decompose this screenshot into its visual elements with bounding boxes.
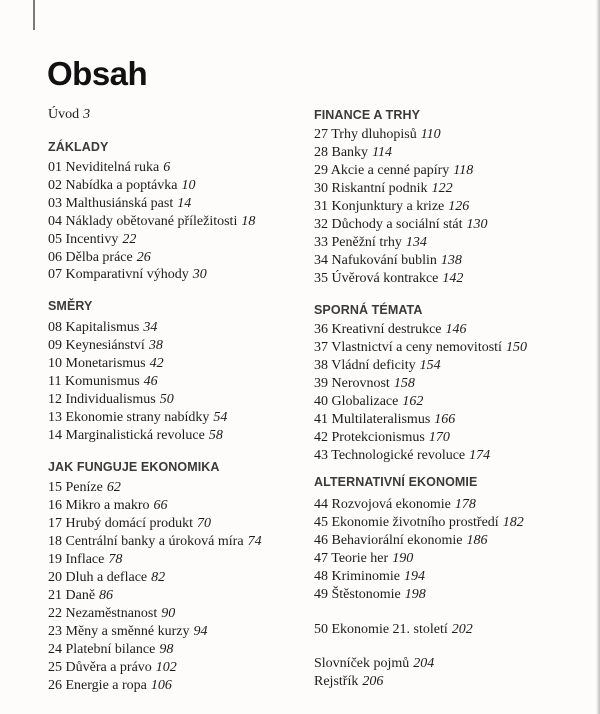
toc-entry bbox=[48, 552, 122, 568]
toc-entry bbox=[48, 338, 163, 354]
entry-page-number: 114 bbox=[372, 145, 393, 160]
entry-page-number: 66 bbox=[153, 498, 168, 513]
entry-title: 19 Inflace bbox=[48, 552, 105, 567]
entry-title: 02 Nabídka a poptávka bbox=[48, 178, 178, 193]
toc-entry bbox=[314, 587, 426, 603]
page-title: Obsah bbox=[47, 55, 148, 92]
toc-entry bbox=[48, 534, 262, 550]
entry-title: Úvod bbox=[48, 107, 80, 122]
entry-title: 11 Komunismus bbox=[48, 374, 140, 389]
toc-entry bbox=[314, 145, 392, 161]
toc-entry bbox=[314, 358, 441, 374]
entry-page-number: 70 bbox=[197, 516, 212, 531]
entry-title: 37 Vlastnictví a ceny nemovitostí bbox=[314, 340, 502, 355]
entry-title: 09 Keynesiánství bbox=[48, 338, 145, 353]
toc-entry bbox=[48, 588, 113, 604]
entry-title: 30 Riskantní podnik bbox=[314, 181, 428, 196]
toc-entry bbox=[314, 340, 527, 356]
entry-title: 05 Incentivy bbox=[48, 232, 119, 247]
toc-entry bbox=[48, 374, 158, 390]
entry-page-number: 42 bbox=[149, 356, 164, 371]
entry-page-number: 78 bbox=[108, 552, 123, 567]
entry-page-number: 190 bbox=[392, 551, 414, 566]
entry-title: 45 Ekonomie životního prostředí bbox=[314, 515, 499, 530]
toc-entry bbox=[48, 606, 175, 622]
entry-title: 03 Malthusiánská past bbox=[48, 196, 174, 211]
entry-page-number: 18 bbox=[241, 214, 256, 229]
entry-title: 35 Úvěrová kontrakce bbox=[314, 271, 439, 286]
toc-entry bbox=[314, 430, 450, 446]
toc-entry bbox=[314, 448, 490, 464]
entry-page-number: 54 bbox=[213, 410, 228, 425]
entry-title: 46 Behaviorální ekonomie bbox=[314, 533, 463, 548]
toc-entry bbox=[314, 199, 469, 215]
entry-page-number: 134 bbox=[405, 235, 427, 250]
toc-entry bbox=[314, 412, 455, 428]
entry-title: 21 Daně bbox=[48, 588, 96, 603]
section-heading: SPORNÁ TÉMATA bbox=[314, 303, 423, 317]
entry-page-number: 98 bbox=[159, 642, 174, 657]
entry-title: 47 Teorie her bbox=[314, 551, 389, 566]
entry-title: 04 Náklady obětované příležitosti bbox=[48, 214, 238, 229]
entry-title: 17 Hrubý domácí produkt bbox=[48, 516, 194, 531]
toc-entry bbox=[314, 394, 423, 410]
entry-title: 10 Monetarismus bbox=[48, 356, 146, 371]
toc-entry bbox=[48, 392, 174, 408]
toc-entry bbox=[48, 428, 223, 444]
toc-entry bbox=[314, 235, 427, 251]
toc-entry bbox=[48, 356, 164, 372]
entry-title: 50 Ekonomie 21. století bbox=[314, 622, 448, 637]
toc-entry bbox=[48, 516, 211, 532]
entry-title: 25 Důvěra a právo bbox=[48, 660, 152, 675]
toc-entry bbox=[48, 410, 227, 426]
toc-entry bbox=[314, 253, 462, 269]
toc-entry bbox=[48, 232, 136, 248]
entry-page-number: 86 bbox=[99, 588, 114, 603]
entry-title: 14 Marginalistická revoluce bbox=[48, 428, 205, 443]
entry-page-number: 62 bbox=[106, 480, 121, 495]
section-heading: FINANCE A TRHY bbox=[314, 108, 421, 122]
entry-page-number: 130 bbox=[466, 217, 488, 232]
entry-page-number: 22 bbox=[122, 232, 137, 247]
entry-title: 28 Banky bbox=[314, 145, 369, 160]
entry-title: 48 Kriminomie bbox=[314, 569, 400, 584]
entry-title: 18 Centrální banky a úroková míra bbox=[48, 534, 244, 549]
section-heading: ALTERNATIVNÍ EKONOMIE bbox=[314, 475, 478, 489]
entry-page-number: 194 bbox=[403, 569, 425, 584]
entry-title: 15 Peníze bbox=[48, 480, 103, 495]
entry-page-number: 178 bbox=[454, 497, 476, 512]
entry-title: 01 Neviditelná ruka bbox=[48, 160, 160, 175]
entry-title: 26 Energie a ropa bbox=[48, 678, 147, 693]
entry-page-number: 74 bbox=[247, 534, 262, 549]
entry-title: 22 Nezaměstnanost bbox=[48, 606, 158, 621]
entry-title: 34 Nafukování bublin bbox=[314, 253, 437, 268]
scan-page-shadow bbox=[596, 0, 600, 714]
entry-title: 36 Kreativní destrukce bbox=[314, 322, 442, 337]
entry-page-number: 118 bbox=[453, 163, 474, 178]
toc-entry bbox=[314, 497, 476, 513]
toc-entry bbox=[48, 107, 90, 123]
toc-entry bbox=[48, 320, 157, 336]
toc-entry bbox=[48, 624, 208, 640]
entry-title: 13 Ekonomie strany nabídky bbox=[48, 410, 210, 425]
toc-entry bbox=[48, 498, 167, 514]
toc-entry bbox=[48, 196, 191, 212]
entry-title: Rejstřík bbox=[314, 674, 359, 689]
toc-entry bbox=[314, 622, 473, 638]
entry-title: 23 Měny a směnné kurzy bbox=[48, 624, 190, 639]
entry-page-number: 182 bbox=[502, 515, 524, 530]
section-heading: JAK FUNGUJE EKONOMIKA bbox=[48, 460, 220, 474]
entry-title: Slovníček pojmů bbox=[314, 656, 410, 671]
entry-page-number: 202 bbox=[451, 622, 473, 637]
entry-page-number: 204 bbox=[413, 656, 435, 671]
toc-entry bbox=[48, 642, 173, 658]
toc-entry bbox=[314, 163, 473, 179]
toc-entry bbox=[48, 660, 177, 676]
entry-page-number: 154 bbox=[419, 358, 441, 373]
entry-title: 24 Platební bilance bbox=[48, 642, 156, 657]
toc-entry bbox=[314, 569, 425, 585]
entry-title: 07 Komparativní výhody bbox=[48, 267, 189, 282]
entry-title: 08 Kapitalismus bbox=[48, 320, 140, 335]
toc-entry bbox=[48, 480, 121, 496]
scan-margin-line bbox=[33, 0, 35, 30]
entry-title: 16 Mikro a makro bbox=[48, 498, 150, 513]
toc-entry bbox=[314, 533, 488, 549]
entry-title: 29 Akcie a cenné papíry bbox=[314, 163, 450, 178]
entry-title: 32 Důchody a sociální stát bbox=[314, 217, 463, 232]
entry-page-number: 3 bbox=[83, 107, 91, 122]
entry-title: 40 Globalizace bbox=[314, 394, 399, 409]
entry-page-number: 142 bbox=[442, 271, 464, 286]
toc-entry bbox=[314, 376, 415, 392]
toc-entry bbox=[48, 178, 195, 194]
toc-entry bbox=[314, 127, 441, 143]
entry-title: 42 Protekcionismus bbox=[314, 430, 425, 445]
toc-entry bbox=[48, 570, 165, 586]
toc-entry bbox=[48, 678, 172, 694]
entry-page-number: 106 bbox=[150, 678, 172, 693]
entry-page-number: 186 bbox=[466, 533, 488, 548]
entry-page-number: 38 bbox=[148, 338, 163, 353]
entry-page-number: 102 bbox=[155, 660, 177, 675]
toc-entry bbox=[314, 551, 413, 567]
entry-page-number: 6 bbox=[163, 160, 171, 175]
entry-title: 06 Dělba práce bbox=[48, 250, 133, 265]
entry-page-number: 138 bbox=[440, 253, 462, 268]
toc-entry bbox=[48, 214, 255, 230]
toc-entry bbox=[48, 250, 151, 266]
toc-entry bbox=[314, 271, 463, 287]
toc-entry bbox=[314, 322, 467, 338]
entry-page-number: 90 bbox=[161, 606, 176, 621]
entry-page-number: 58 bbox=[208, 428, 223, 443]
entry-page-number: 174 bbox=[469, 448, 491, 463]
entry-page-number: 146 bbox=[445, 322, 467, 337]
toc-entry bbox=[314, 181, 453, 197]
toc-entry bbox=[48, 160, 170, 176]
entry-page-number: 158 bbox=[393, 376, 415, 391]
entry-page-number: 166 bbox=[434, 412, 456, 427]
entry-page-number: 94 bbox=[193, 624, 208, 639]
entry-page-number: 110 bbox=[420, 127, 441, 142]
entry-title: 31 Konjunktury a krize bbox=[314, 199, 445, 214]
entry-page-number: 126 bbox=[448, 199, 470, 214]
entry-page-number: 34 bbox=[143, 320, 158, 335]
entry-page-number: 82 bbox=[151, 570, 166, 585]
entry-page-number: 170 bbox=[428, 430, 450, 445]
entry-title: 41 Multilateralismus bbox=[314, 412, 431, 427]
toc-entry bbox=[314, 515, 524, 531]
entry-title: 38 Vládní deficity bbox=[314, 358, 416, 373]
entry-page-number: 198 bbox=[404, 587, 426, 602]
toc-entry bbox=[48, 267, 207, 283]
entry-page-number: 14 bbox=[177, 196, 192, 211]
entry-page-number: 122 bbox=[431, 181, 453, 196]
entry-title: 49 Štěstonomie bbox=[314, 587, 401, 602]
entry-title: 12 Individualismus bbox=[48, 392, 156, 407]
entry-title: 33 Peněžní trhy bbox=[314, 235, 402, 250]
section-heading: ZÁKLADY bbox=[48, 140, 109, 154]
entry-title: 27 Trhy dluhopisů bbox=[314, 127, 417, 142]
entry-title: 44 Rozvojová ekonomie bbox=[314, 497, 451, 512]
entry-page-number: 150 bbox=[505, 340, 527, 355]
entry-page-number: 50 bbox=[159, 392, 174, 407]
entry-page-number: 206 bbox=[362, 674, 384, 689]
section-heading: SMĚRY bbox=[48, 299, 93, 313]
entry-page-number: 162 bbox=[402, 394, 424, 409]
toc-entry bbox=[314, 656, 434, 672]
entry-page-number: 30 bbox=[192, 267, 207, 282]
toc-entry bbox=[314, 674, 383, 690]
entry-page-number: 46 bbox=[143, 374, 158, 389]
entry-page-number: 26 bbox=[136, 250, 151, 265]
entry-page-number: 10 bbox=[181, 178, 196, 193]
toc-entry bbox=[314, 217, 488, 233]
entry-title: 39 Nerovnost bbox=[314, 376, 390, 391]
entry-title: 43 Technologické revoluce bbox=[314, 448, 466, 463]
entry-title: 20 Dluh a deflace bbox=[48, 570, 148, 585]
